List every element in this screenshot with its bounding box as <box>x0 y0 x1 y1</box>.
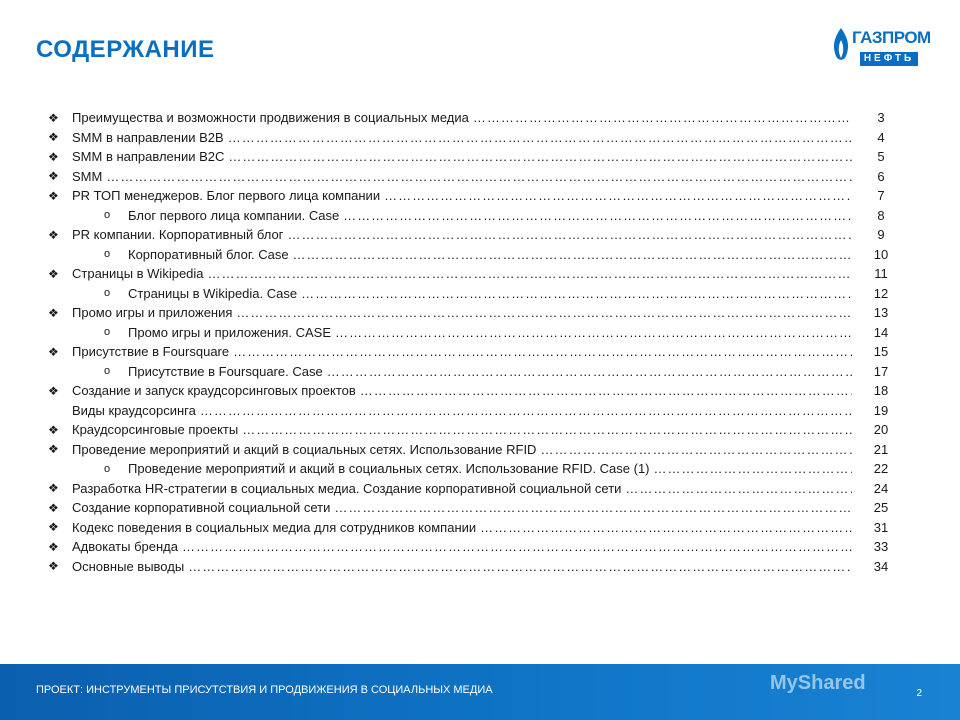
toc-item-page: 7 <box>877 188 885 204</box>
toc-leader-dots <box>334 500 852 515</box>
toc-item[interactable] <box>48 401 908 421</box>
toc-leader-dots <box>625 481 852 496</box>
toc-item-page: 19 <box>873 402 889 418</box>
diamond-bullet-icon: ❖ <box>48 422 59 437</box>
toc-item-page: 11 <box>874 266 888 282</box>
toc-item-text: Основные выводы <box>72 558 185 574</box>
toc-item-page: 8 <box>877 207 885 223</box>
toc-item-page: 24 <box>873 480 889 496</box>
toc-item-text: SMM в направлении B2C <box>72 149 225 165</box>
toc-leader-dots <box>301 286 852 301</box>
toc-item-page: 12 <box>873 285 889 301</box>
toc-leader-dots <box>384 188 852 203</box>
toc-item-text: Проведение мероприятий и акций в социальных сетях. Использование RFID <box>72 441 537 457</box>
toc-item-page: 17 <box>873 363 889 379</box>
toc-leader-dots <box>106 169 852 184</box>
toc-item-text: Присутствие в Foursquare. Case <box>128 363 323 379</box>
toc-item-text: Адвокаты бренда <box>72 539 178 555</box>
toc-item-page: 9 <box>877 227 885 243</box>
toc-item-text: Корпоративный блог. Case <box>128 246 289 262</box>
diamond-bullet-icon: ❖ <box>48 305 59 320</box>
toc-item-text: Блог первого лица компании. Case <box>128 207 340 223</box>
toc-item[interactable] <box>48 518 908 538</box>
toc-item-text: Разработка HR-стратегии в социальных медиа. Создание корпоративной социальной сети <box>72 480 622 496</box>
toc-leader-dots <box>473 110 852 125</box>
toc-item[interactable] <box>48 342 908 362</box>
diamond-bullet-icon: ❖ <box>48 110 59 125</box>
toc-item-page: 10 <box>873 246 889 262</box>
diamond-bullet-icon: ❖ <box>48 169 59 184</box>
toc-item[interactable] <box>48 225 908 245</box>
circle-bullet-icon: o <box>104 248 111 261</box>
toc-item-text: Преимущества и возможности продвижения в социальных медиа <box>72 110 469 126</box>
toc-item-text: Страницы в Wikipedia. Case <box>128 285 298 301</box>
toc-item[interactable] <box>48 264 908 284</box>
toc-item-page: 34 <box>873 558 889 574</box>
toc-item[interactable] <box>48 440 908 460</box>
diamond-bullet-icon: ❖ <box>48 266 59 281</box>
toc-leader-dots <box>293 247 852 262</box>
toc-item-text: SMM <box>72 168 103 184</box>
toc-item[interactable] <box>48 537 908 557</box>
diamond-bullet-icon: ❖ <box>48 539 59 554</box>
toc-item-page: 15 <box>873 344 889 360</box>
toc-item[interactable] <box>48 128 908 148</box>
toc-item-text: Промо игры и приложения <box>72 305 233 321</box>
toc-item-text: Кодекс поведения в социальных медиа для сотрудников компании <box>72 519 477 535</box>
toc-item[interactable] <box>48 167 908 187</box>
toc-leader-dots <box>236 305 852 320</box>
toc-item[interactable] <box>48 284 908 304</box>
logo-text-gazprom: ГАЗПРОМ <box>852 28 931 47</box>
toc-item-page: 33 <box>873 539 889 555</box>
toc-item-text: Краудсорсинговые проекты <box>72 422 239 438</box>
toc-item[interactable] <box>48 498 908 518</box>
toc-item-text: Виды краудсорсинга <box>72 402 196 418</box>
circle-bullet-icon: o <box>104 287 111 300</box>
circle-bullet-icon: o <box>104 462 111 475</box>
diamond-bullet-icon: ❖ <box>48 559 59 574</box>
toc-leader-dots <box>188 559 852 574</box>
toc-item[interactable] <box>48 147 908 167</box>
toc-item[interactable] <box>48 557 908 577</box>
table-of-contents <box>48 108 908 576</box>
diamond-bullet-icon: ❖ <box>48 149 59 164</box>
toc-item-page: 13 <box>873 305 889 321</box>
toc-leader-dots <box>343 208 852 223</box>
toc-leader-dots <box>200 403 852 418</box>
page-title: СОДЕРЖАНИЕ <box>36 36 215 63</box>
toc-leader-dots <box>327 364 852 379</box>
toc-item-page: 18 <box>873 383 889 399</box>
logo-text-neft: НЕФТЬ <box>860 52 918 66</box>
toc-item[interactable] <box>48 108 908 128</box>
toc-leader-dots <box>233 344 852 359</box>
toc-leader-dots <box>228 130 852 145</box>
toc-leader-dots <box>654 461 852 476</box>
toc-item[interactable] <box>48 323 908 343</box>
flame-icon <box>830 26 852 66</box>
toc-item[interactable] <box>48 381 908 401</box>
diamond-bullet-icon: ❖ <box>48 227 59 242</box>
toc-item-page: 14 <box>873 324 889 340</box>
toc-item-page: 20 <box>873 422 889 438</box>
toc-item-text: Создание корпоративной социальной сети <box>72 500 331 516</box>
toc-item[interactable] <box>48 303 908 323</box>
diamond-bullet-icon: ❖ <box>48 481 59 496</box>
toc-item[interactable] <box>48 479 908 499</box>
toc-item-page: 5 <box>877 149 885 165</box>
diamond-bullet-icon: ❖ <box>48 442 59 457</box>
toc-item[interactable] <box>48 420 908 440</box>
toc-item-page: 22 <box>873 461 889 477</box>
footer-project-title: ПРОЕКТ: ИНСТРУМЕНТЫ ПРИСУТСТВИЯ И ПРОДВИЖЕНИЯ В СОЦИАЛЬНЫХ МЕДИА <box>36 684 493 696</box>
diamond-bullet-icon: ❖ <box>48 344 59 359</box>
toc-leader-dots <box>242 422 852 437</box>
circle-bullet-icon: o <box>104 209 111 222</box>
footer-bar <box>0 664 960 720</box>
toc-item-page: 21 <box>873 441 889 457</box>
circle-bullet-icon: o <box>104 326 111 339</box>
diamond-bullet-icon: ❖ <box>48 500 59 515</box>
toc-item[interactable] <box>48 245 908 265</box>
toc-item-text: Проведение мероприятий и акций в социальных сетях. Использование RFID. Case (1) <box>128 461 650 477</box>
circle-bullet-icon: o <box>104 365 111 378</box>
toc-leader-dots <box>360 383 852 398</box>
toc-item[interactable] <box>48 206 908 226</box>
gazprom-neft-logo <box>830 22 931 72</box>
toc-item-page: 4 <box>877 129 885 145</box>
toc-item-page: 31 <box>873 519 889 535</box>
toc-item-page: 3 <box>877 110 885 126</box>
toc-item-text: PR ТОП менеджеров. Блог первого лица компании <box>72 188 381 204</box>
toc-item-text: Промо игры и приложения. CASE <box>128 324 332 340</box>
toc-leader-dots <box>540 442 852 457</box>
diamond-bullet-icon: ❖ <box>48 383 59 398</box>
toc-leader-dots <box>480 520 852 535</box>
toc-item-text: SMM в направлении B2B <box>72 129 224 145</box>
toc-item-text: Присутствие в Foursquare <box>72 344 230 360</box>
toc-item-page: 25 <box>873 500 889 516</box>
toc-item-page: 6 <box>877 168 885 184</box>
toc-item[interactable] <box>48 459 908 479</box>
toc-leader-dots <box>335 325 852 340</box>
toc-item-text: Создание и запуск краудсорсинговых проектов <box>72 383 356 399</box>
toc-leader-dots <box>287 227 852 242</box>
diamond-bullet-icon: ❖ <box>48 188 59 203</box>
toc-item[interactable] <box>48 186 908 206</box>
toc-leader-dots <box>208 266 852 281</box>
toc-item-text: PR компании. Корпоративный блог <box>72 227 284 243</box>
diamond-bullet-icon: ❖ <box>48 130 59 145</box>
toc-item[interactable] <box>48 362 908 382</box>
toc-item-text: Страницы в Wikipedia <box>72 266 204 282</box>
page-number: 2 <box>916 688 922 699</box>
toc-leader-dots <box>228 149 852 164</box>
watermark: MyShared <box>770 672 866 694</box>
toc-leader-dots <box>182 539 852 554</box>
diamond-bullet-icon: ❖ <box>48 520 59 535</box>
